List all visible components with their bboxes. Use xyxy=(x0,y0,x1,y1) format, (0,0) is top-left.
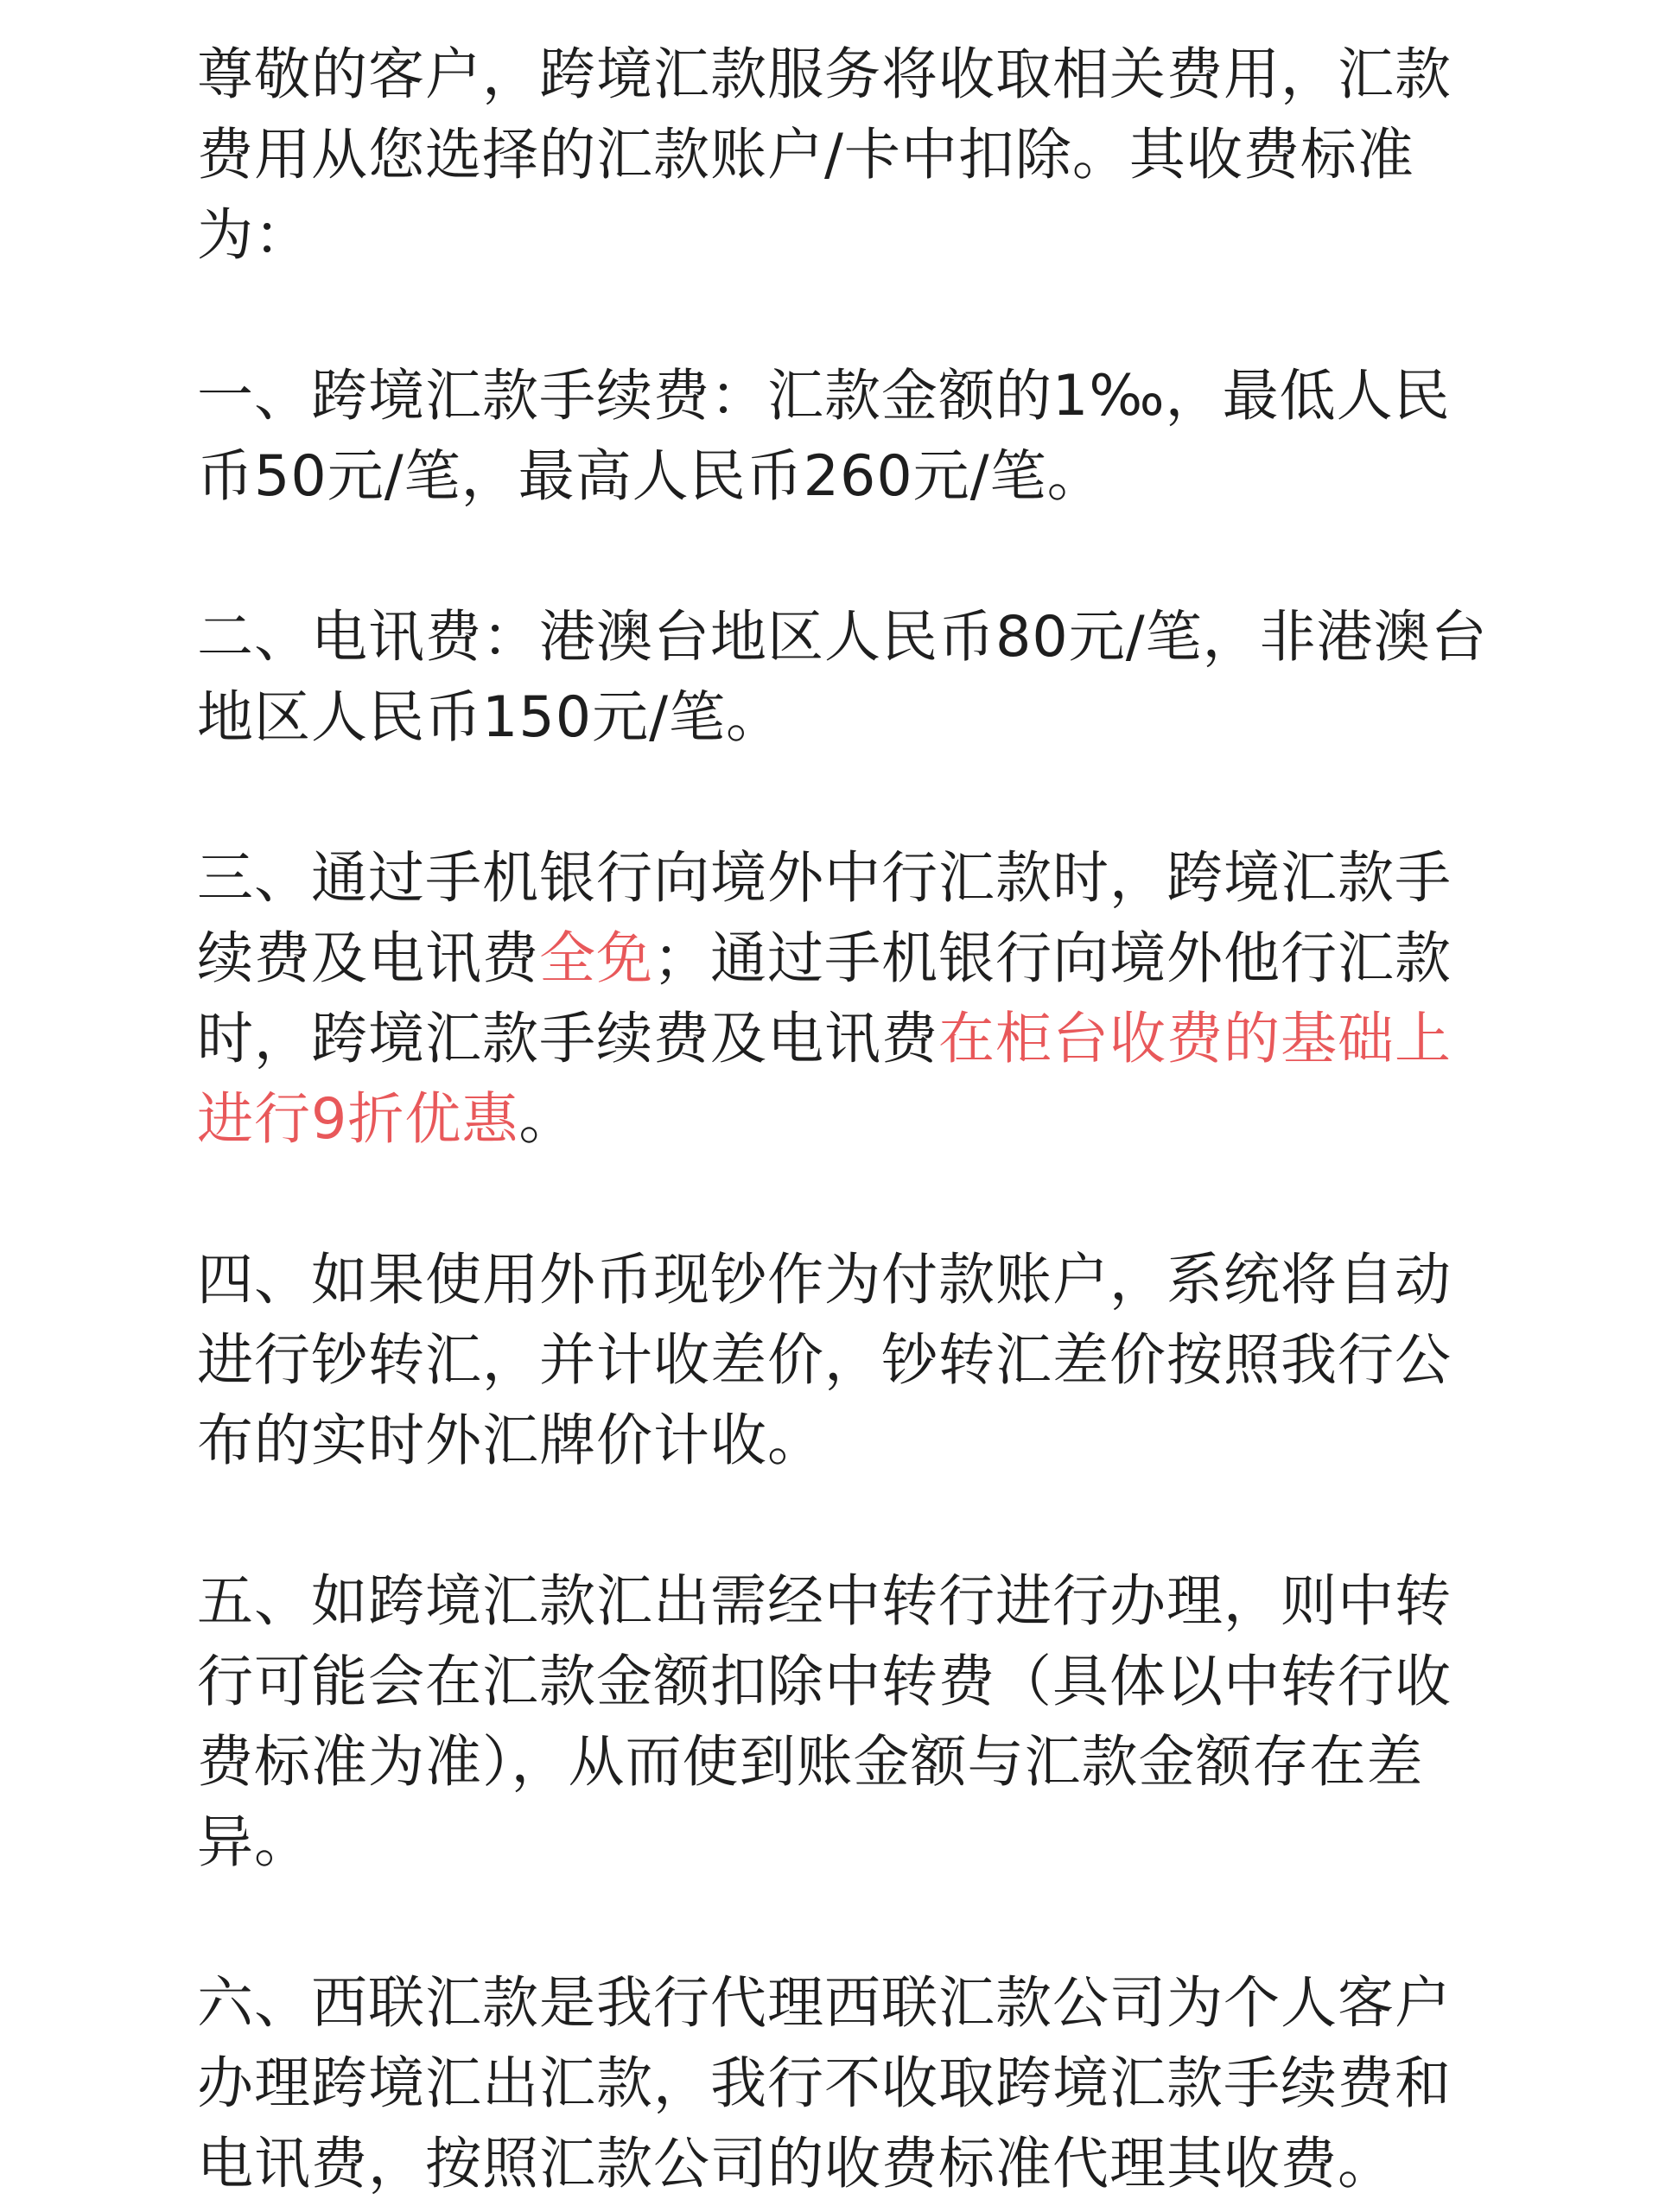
mobile-discount-text-2: ；通过手机银行向境外他行汇款时，跨境汇款手续费及电讯费 xyxy=(197,926,1452,1071)
highlight-discount: 在柜台收费的基础上进行9折优惠 xyxy=(197,1007,1452,1152)
highlight-free: 全免 xyxy=(539,926,654,991)
fee-item-western-union: 六、西联汇款是我行代理西联汇款公司为个人客户办理跨境汇出汇款，我行不收取跨境汇款手续费和电讯费，按照汇款公司的收费标准代理其收费。 xyxy=(197,1971,1452,2196)
fee-item-cash-conversion: 四、如果使用外币现钞作为付款账户，系统将自动进行钞转汇，并计收差价，钞转汇差价按照我行公布的实时外汇牌价计收。 xyxy=(197,1248,1452,1473)
fee-item-mobile-discount xyxy=(197,838,1493,1160)
mobile-discount-text-1: 三、通过手机银行向境外中行汇款时，跨境汇款手续费及电讯费 xyxy=(197,846,1452,991)
mobile-discount-text-3: 。 xyxy=(518,1087,576,1152)
fee-item-intermediary: 五、如跨境汇款汇出需经中转行进行办理，则中转行可能会在汇款金额扣除中转费（具体以中转行收费标准为准），从而使到账金额与汇款金额存在差异。 xyxy=(197,1569,1452,1875)
fee-item-telecom: 二、电讯费：港澳台地区人民币80元/笔，非港澳台地区人民币150元/笔。 xyxy=(197,605,1488,750)
fee-notice xyxy=(197,35,1493,2204)
notice-intro: 尊敬的客户，跨境汇款服务将收取相关费用，汇款费用从您选择的汇款账户/卡中扣除。其收费标准为： xyxy=(197,42,1452,268)
fee-item-handling: 一、跨境汇款手续费：汇款金额的1‰，最低人民币50元/笔，最高人民币260元/笔。 xyxy=(197,364,1451,509)
